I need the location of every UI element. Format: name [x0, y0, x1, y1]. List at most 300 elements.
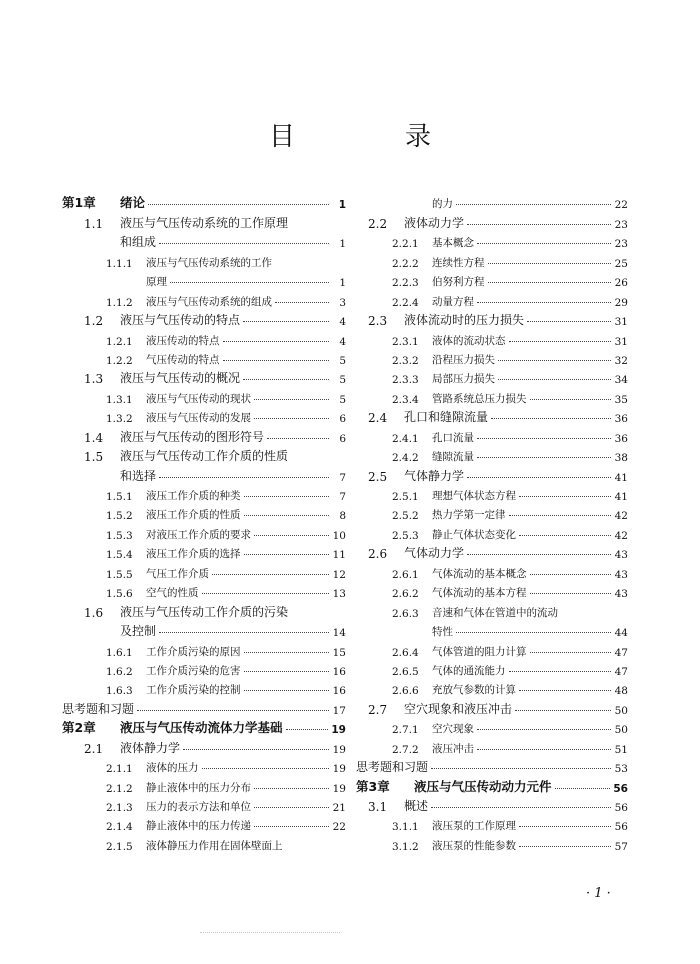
toc-entry-page: 35 — [614, 393, 628, 406]
toc-leader-dots — [555, 788, 611, 789]
toc-leader-dots — [275, 302, 329, 303]
toc-entry — [356, 231, 628, 250]
toc-entry-number: 1.5 — [84, 450, 104, 465]
toc-entry-number: 2.2.3 — [392, 277, 419, 290]
toc-entry-title: 液压泵的性能参数 — [432, 839, 516, 852]
toc-entry-title: 静止气体状态变化 — [432, 528, 516, 541]
toc-entry-title: 局部压力损失 — [432, 373, 495, 386]
toc-entry — [62, 659, 346, 678]
toc-entry-number: 2.6.6 — [392, 685, 419, 698]
toc-entry-number: 第1章 — [62, 195, 96, 211]
page-number: · 1 · — [586, 886, 611, 901]
toc-entry-page: 56 — [614, 821, 628, 834]
toc-entry-page: 50 — [614, 724, 628, 737]
toc-entry-page: 29 — [614, 296, 628, 309]
toc-entry — [62, 464, 346, 483]
toc-entry-number: 2.6.5 — [392, 665, 419, 678]
toc-leader-dots — [491, 418, 611, 419]
toc-entry-title: 空气的性质 — [146, 587, 199, 600]
toc-entry-page: 1 — [339, 277, 346, 290]
toc-entry — [356, 639, 628, 658]
toc-entry-number: 2.5.1 — [392, 491, 419, 503]
toc-leader-dots — [431, 768, 611, 769]
toc-entry-number: 2.3.4 — [392, 393, 419, 406]
toc-entry-page: 53 — [614, 763, 628, 776]
toc-leader-dots — [431, 807, 611, 808]
toc-leader-dots — [456, 204, 611, 205]
toc-entry-number: 2.6.3 — [392, 607, 419, 620]
toc-entry — [62, 386, 346, 405]
toc-entry-number: 3.1.2 — [392, 840, 419, 853]
toc-entry — [62, 503, 346, 522]
toc-entry-title: 理想气体状态方程 — [432, 490, 516, 502]
toc-entry-page: 42 — [614, 510, 628, 523]
toc-left-column — [62, 192, 346, 853]
toc-leader-dots — [159, 632, 329, 633]
toc-entry-title: 绪论 — [120, 195, 146, 211]
toc-entry-title: 液压与气压传动系统的组成 — [146, 295, 272, 308]
toc-entry — [62, 795, 346, 814]
toc-entry-number: 1.1.1 — [106, 257, 133, 270]
toc-leader-dots — [530, 399, 612, 400]
toc-entry-title: 原理 — [146, 276, 167, 289]
scan-mark — [200, 932, 340, 933]
toc-entry-number: 2.4.1 — [392, 432, 419, 445]
toc-entry-page: 4 — [339, 316, 346, 329]
toc-entry-title: 动量方程 — [432, 295, 474, 308]
toc-entry-title: 热力学第一定律 — [432, 509, 506, 522]
toc-entry — [62, 581, 346, 600]
toc-leader-dots — [477, 729, 611, 730]
toc-entry-title: 液体的流动状态 — [432, 334, 506, 347]
toc-entry-title: 空穴现象 — [432, 723, 474, 736]
toc-leader-dots — [244, 671, 330, 672]
toc-entry-number: 2.5 — [368, 469, 388, 484]
toc-leader-dots — [254, 826, 329, 827]
toc-entry-title: 液压与气压传动的特点 — [120, 313, 241, 328]
toc-entry — [62, 522, 346, 541]
toc-leader-dots — [148, 204, 329, 205]
toc-entry-title: 气体流动的基本方程 — [432, 587, 527, 600]
toc-entry-number: 2.4 — [368, 411, 388, 426]
toc-leader-dots — [477, 438, 611, 439]
toc-entry-title: 液体动力学 — [404, 215, 465, 230]
toc-entry-page: 16 — [332, 665, 346, 678]
toc-entry-title: 液压工作介质的种类 — [146, 490, 241, 502]
toc-entry-number: 1.6 — [84, 605, 104, 620]
toc-leader-dots — [244, 515, 330, 516]
toc-entry-title: 气体的通流能力 — [432, 664, 506, 677]
toc-entry — [356, 697, 628, 716]
toc-entry-page: 22 — [332, 821, 346, 834]
toc-entry-number: 2.6.2 — [392, 588, 419, 601]
toc-entry-number: 第3章 — [356, 778, 390, 794]
toc-entry-number: 1.5.4 — [106, 549, 133, 562]
toc-entry-title: 沿程压力损失 — [432, 353, 495, 366]
toc-entry — [356, 406, 628, 425]
toc-entry — [62, 620, 346, 639]
toc-entry — [62, 270, 346, 289]
page-title: 目 录 — [268, 122, 473, 152]
toc-entry — [356, 678, 628, 697]
toc-entry-title: 音速和气体在管道中的流动 — [432, 606, 558, 619]
toc-entry-title: 液压与气压传动的现状 — [146, 392, 251, 405]
toc-leader-dots — [183, 749, 329, 750]
toc-entry — [62, 445, 346, 464]
toc-leader-dots — [244, 554, 330, 555]
toc-entry-title: 液体静力学 — [120, 740, 181, 755]
toc-entry-page: 32 — [614, 354, 628, 367]
toc-entry — [62, 231, 346, 250]
toc-leader-dots — [467, 554, 611, 555]
toc-entry-page: 5 — [339, 354, 346, 367]
toc-entry-page: 41 — [614, 471, 628, 484]
toc-entry-page: 48 — [614, 685, 628, 698]
toc-entry-page: 4 — [339, 335, 346, 348]
toc-leader-dots — [267, 438, 329, 439]
toc-entry-page: 1 — [338, 199, 346, 212]
toc-leader-dots — [477, 243, 611, 244]
toc-entry-page: 56 — [614, 802, 628, 814]
toc-entry-number: 1.2.2 — [106, 354, 133, 367]
toc-entry-page: 43 — [614, 568, 628, 581]
toc-entry-page: 6 — [339, 413, 346, 426]
toc-entry — [356, 484, 628, 503]
toc-entry-page: 7 — [339, 471, 346, 484]
toc-entry-page: 15 — [332, 646, 346, 659]
toc-entry-page: 3 — [339, 296, 346, 309]
toc-entry-number: 2.6.1 — [392, 568, 419, 581]
toc-entry — [356, 600, 628, 619]
toc-leader-dots — [467, 477, 611, 478]
toc-entry — [356, 367, 628, 386]
toc-entry-page: 57 — [614, 840, 628, 853]
toc-entry-page: 25 — [614, 257, 628, 270]
toc-entry — [356, 289, 628, 308]
toc-leader-dots — [519, 826, 611, 827]
toc-leader-dots — [498, 360, 611, 361]
toc-entry — [356, 833, 628, 852]
toc-entry-number: 2.3.3 — [392, 374, 419, 387]
toc-entry — [356, 445, 628, 464]
toc-entry-page: 19 — [331, 724, 346, 737]
toc-entry — [356, 581, 628, 600]
toc-entry — [356, 814, 628, 833]
toc-leader-dots — [243, 379, 329, 380]
toc-leader-dots — [243, 321, 329, 322]
toc-entry-number: 2.3.2 — [392, 354, 419, 367]
toc-entry-number: 2.2.1 — [392, 238, 419, 251]
toc-entry-title: 孔口和缝隙流量 — [404, 410, 489, 425]
toc-entry-title: 静止液体中的压力传递 — [146, 820, 251, 833]
toc-leader-dots — [530, 652, 612, 653]
toc-entry-title: 压力的表示方法和单位 — [146, 801, 251, 813]
toc-entry-title: 液压与气压传动流体力学基础 — [120, 720, 283, 736]
toc-entry — [356, 522, 628, 541]
toc-entry — [356, 386, 628, 405]
toc-leader-dots — [477, 302, 611, 303]
toc-entry-title: 气体管道的阻力计算 — [432, 645, 527, 658]
toc-entry-number: 3.1.1 — [392, 821, 419, 834]
toc-leader-dots — [509, 341, 612, 342]
toc-entry — [62, 717, 346, 736]
toc-entry-number: 1.2.1 — [106, 335, 133, 348]
toc-entry — [356, 192, 628, 211]
toc-entry-number: 1.3 — [84, 372, 104, 387]
toc-entry-title: 充放气参数的计算 — [432, 684, 516, 697]
toc-leader-dots — [254, 399, 329, 400]
toc-leader-dots — [519, 496, 611, 497]
toc-entry-title: 和选择 — [120, 468, 157, 483]
toc-entry-number: 2.5.3 — [392, 529, 419, 542]
toc-leader-dots — [509, 515, 612, 516]
toc-entry-number: 2.7 — [368, 702, 388, 717]
toc-entry — [62, 367, 346, 386]
toc-entry-title: 液压冲击 — [432, 742, 474, 755]
toc-entry-number: 1.5.5 — [106, 568, 133, 581]
toc-entry — [356, 736, 628, 755]
toc-entry-title: 连续性方程 — [432, 256, 485, 269]
toc-entry-title: 液压与气压传动的概况 — [120, 371, 241, 386]
toc-entry-number: 1.5.6 — [106, 588, 133, 601]
toc-entry-title: 概述 — [404, 799, 429, 813]
toc-entry-number: 2.1.4 — [106, 821, 133, 834]
toc-entry-title: 液压与气压传动系统的工作原理 — [120, 215, 289, 230]
toc-entry-title: 液压泵的工作原理 — [432, 820, 516, 833]
toc-entry-number: 1.5.3 — [106, 529, 133, 542]
toc-entry — [62, 775, 346, 794]
toc-leader-dots — [515, 710, 611, 711]
toc-entry — [62, 697, 346, 716]
toc-entry-number: 2.5.2 — [392, 510, 419, 523]
toc-entry-page: 38 — [614, 452, 628, 465]
toc-entry — [62, 289, 346, 308]
toc-entry — [62, 328, 346, 347]
toc-entry-number: 1.4 — [84, 430, 104, 445]
toc-entry-title: 的力 — [432, 198, 453, 211]
toc-entry-title: 静止液体中的压力分布 — [146, 781, 251, 794]
toc-leader-dots — [202, 593, 330, 594]
toc-leader-dots — [202, 768, 330, 769]
toc-entry-title: 工作介质污染的危害 — [146, 664, 241, 677]
toc-entry-number: 1.6.3 — [106, 685, 133, 698]
toc-leader-dots — [244, 496, 330, 497]
toc-entry — [62, 833, 346, 852]
toc-entry-title: 思考题和习题 — [356, 760, 429, 775]
toc-entry-title: 管路系统总压力损失 — [432, 392, 527, 405]
toc-entry-number: 1.2 — [84, 314, 104, 329]
toc-entry-title: 孔口流量 — [432, 431, 474, 444]
toc-leader-dots — [467, 224, 611, 225]
toc-entry — [356, 775, 628, 794]
toc-leader-dots — [254, 535, 329, 536]
toc-entry-page: 23 — [614, 238, 628, 251]
toc-entry-page: 26 — [614, 277, 628, 290]
toc-entry-page: 7 — [339, 491, 346, 503]
toc-entry — [62, 211, 346, 230]
toc-entry-title: 液压工作介质的性质 — [146, 509, 241, 522]
toc-entry — [356, 464, 628, 483]
toc-entry-title: 液压与气压传动的发展 — [146, 412, 251, 425]
toc-entry-number: 3.1 — [368, 800, 388, 814]
toc-entry — [356, 659, 628, 678]
toc-entry — [356, 250, 628, 269]
toc-entry — [356, 328, 628, 347]
toc-entry-page: 5 — [339, 393, 346, 406]
toc-entry — [62, 600, 346, 619]
toc-entry — [62, 639, 346, 658]
toc-leader-dots — [254, 418, 329, 419]
toc-entry-page: 36 — [614, 413, 628, 426]
toc-entry — [356, 425, 628, 444]
toc-entry-number: 1.3.2 — [106, 413, 133, 426]
toc-leader-dots — [530, 574, 612, 575]
toc-entry-title: 伯努利方程 — [432, 276, 485, 289]
toc-entry — [62, 348, 346, 367]
toc-leader-dots — [286, 729, 329, 730]
toc-entry-title: 液压与气压传动工作介质的性质 — [120, 449, 289, 464]
toc-entry-title: 特性 — [432, 626, 453, 639]
toc-leader-dots — [509, 671, 612, 672]
toc-leader-dots — [159, 477, 329, 478]
toc-entry — [62, 736, 346, 755]
toc-entry-page: 56 — [613, 782, 628, 795]
toc-entry — [356, 620, 628, 639]
toc-entry-page: 13 — [332, 588, 346, 601]
toc-entry-title: 液压与气压传动系统的工作 — [146, 256, 272, 269]
toc-entry — [62, 756, 346, 775]
toc-entry — [356, 795, 628, 814]
toc-entry-number: 2.2.4 — [392, 296, 419, 309]
toc-entry-page: 1 — [339, 238, 346, 251]
toc-entry-number: 2.7.2 — [392, 743, 419, 756]
toc-entry-page: 17 — [332, 704, 346, 717]
toc-entry — [62, 425, 346, 444]
toc-entry-title: 和组成 — [120, 235, 157, 250]
toc-entry-number: 1.3.1 — [106, 393, 133, 406]
toc-entry-number: 1.5.2 — [106, 510, 133, 523]
toc-entry-title: 及控制 — [120, 624, 157, 639]
toc-leader-dots — [527, 321, 611, 322]
toc-entry-title: 液压与气压传动工作介质的污染 — [120, 604, 289, 619]
toc-entry-number: 2.6 — [368, 547, 388, 562]
toc-entry-number: 2.7.1 — [392, 724, 419, 737]
toc-right-column — [356, 192, 628, 853]
toc-entry-page: 31 — [614, 335, 628, 348]
toc-entry — [62, 484, 346, 503]
toc-entry-number: 2.1 — [84, 741, 104, 756]
toc-entry — [62, 542, 346, 561]
toc-entry-page: 8 — [339, 510, 346, 523]
toc-entry-page: 47 — [614, 646, 628, 659]
toc-entry-page: 34 — [614, 374, 628, 387]
toc-entry-number: 2.1.1 — [106, 763, 133, 776]
toc-entry-number: 1.5.1 — [106, 491, 133, 503]
toc-leader-dots — [488, 282, 612, 283]
toc-leader-dots — [137, 710, 329, 711]
toc-entry-title: 液体静压力作用在固体壁面上 — [146, 839, 283, 852]
toc-entry-page: 11 — [332, 549, 346, 562]
toc-leader-dots — [244, 690, 330, 691]
toc-entry-title: 工作介质污染的控制 — [146, 684, 241, 697]
toc-entry — [62, 406, 346, 425]
toc-entry-number: 2.3.1 — [392, 335, 419, 348]
toc-entry-page: 23 — [614, 218, 628, 231]
toc-entry-number: 2.1.5 — [106, 840, 133, 853]
toc-entry — [356, 270, 628, 289]
toc-leader-dots — [519, 690, 611, 691]
toc-leader-dots — [244, 652, 330, 653]
toc-entry-number: 第2章 — [62, 720, 96, 736]
toc-entry-title: 思考题和习题 — [62, 701, 135, 716]
toc-entry-number: 1.1 — [84, 216, 104, 231]
toc-leader-dots — [254, 807, 329, 808]
toc-entry-page: 22 — [614, 199, 628, 212]
toc-entry — [62, 309, 346, 328]
toc-entry-title: 对液压工作介质的要求 — [146, 528, 251, 541]
toc-entry-page: 51 — [614, 743, 628, 756]
toc-entry — [62, 561, 346, 580]
toc-entry-number: 1.6.2 — [106, 665, 133, 678]
toc-entry-title: 缝隙流量 — [432, 451, 474, 464]
toc-entry — [356, 309, 628, 328]
toc-entry-number: 2.2 — [368, 216, 388, 231]
toc-entry-page: 12 — [332, 568, 346, 581]
toc-leader-dots — [477, 457, 611, 458]
toc-entry-page: 6 — [339, 432, 346, 445]
toc-leader-dots — [498, 379, 611, 380]
toc-entry — [356, 561, 628, 580]
toc-entry-title: 工作介质污染的原因 — [146, 645, 241, 658]
toc-entry-number: 1.1.2 — [106, 296, 133, 309]
toc-entry-page: 41 — [614, 491, 628, 503]
toc-entry-page: 36 — [614, 432, 628, 445]
toc-entry — [356, 542, 628, 561]
toc-entry-number: 2.1.2 — [106, 782, 133, 795]
toc-leader-dots — [488, 263, 612, 264]
toc-leader-dots — [223, 360, 330, 361]
toc-leader-dots — [456, 632, 611, 633]
toc-entry-number: 1.6.1 — [106, 646, 133, 659]
toc-leader-dots — [519, 535, 611, 536]
toc-entry — [62, 192, 346, 211]
toc-entry-page: 19 — [332, 782, 346, 795]
toc-entry-title: 气体动力学 — [404, 546, 465, 561]
toc-entry-title: 液压传动的特点 — [146, 334, 220, 347]
toc-entry-page: 14 — [332, 627, 346, 640]
toc-entry-page: 43 — [614, 588, 628, 601]
toc-entry-page: 43 — [614, 549, 628, 562]
toc-entry-number: 2.1.3 — [106, 802, 133, 814]
toc-entry-title: 液压与气压传动的图形符号 — [120, 429, 265, 444]
toc-entry-title: 气压传动的特点 — [146, 353, 220, 366]
toc-leader-dots — [159, 243, 329, 244]
toc-entry-title: 气体静力学 — [404, 468, 465, 483]
toc-entry — [356, 211, 628, 230]
toc-entry-title: 基本概念 — [432, 237, 474, 250]
toc-entry — [356, 717, 628, 736]
toc-leader-dots — [477, 749, 611, 750]
toc-entry — [62, 678, 346, 697]
toc-entry — [62, 814, 346, 833]
toc-entry — [356, 348, 628, 367]
toc-entry-page: 19 — [332, 763, 346, 776]
toc-entry-page: 19 — [332, 743, 346, 756]
toc-leader-dots — [530, 593, 612, 594]
toc-entry-number: 2.4.2 — [392, 452, 419, 465]
toc-entry-page: 5 — [339, 374, 346, 387]
toc-entry-page: 10 — [332, 529, 346, 542]
